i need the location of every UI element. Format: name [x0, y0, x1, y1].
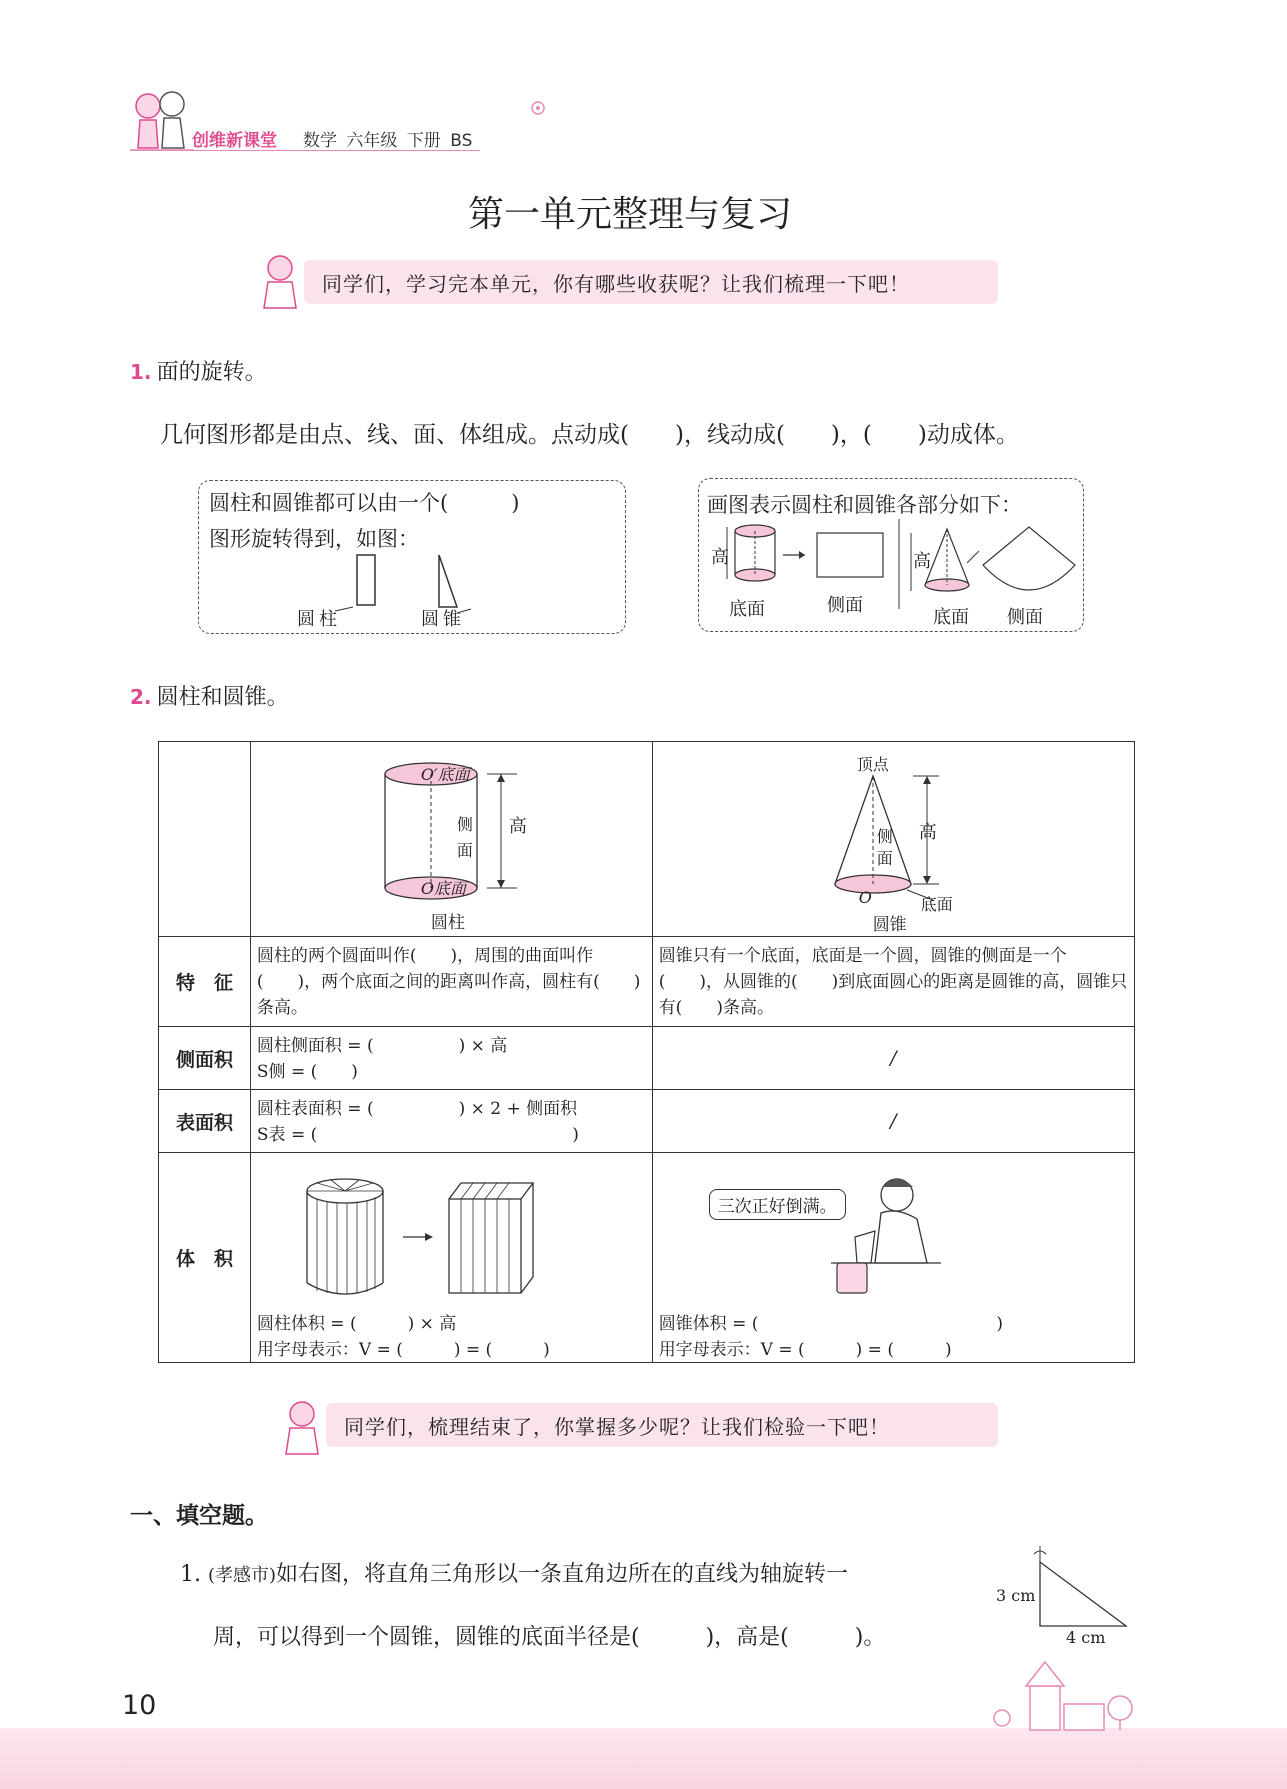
section-1-number: 1. — [130, 360, 152, 384]
page-number: 10 — [122, 1690, 157, 1721]
cylinder-volume-symbol: 用字母表示：V = ( ) = ( ) — [256, 1340, 550, 1360]
brand-name: 创维新课堂 — [192, 131, 277, 151]
question-1-number: 1. — [180, 1562, 201, 1587]
cylinder-height-label: 高 — [508, 816, 527, 837]
cone-base-label: 底面 — [920, 895, 953, 914]
feature-row-head: 特 征 — [159, 937, 251, 1027]
mascot-logo — [126, 86, 196, 158]
footer-band — [0, 1728, 1287, 1789]
cylinder-cone-table — [158, 741, 1135, 1363]
parts-box-title: 画图表示圆柱和圆锥各部分如下： — [707, 493, 1022, 517]
cone-caption: 圆锥 — [872, 915, 907, 935]
table-corner-cell — [159, 742, 251, 937]
rotation-box-line1: 圆柱和圆锥都可以由一个( ) — [209, 491, 520, 515]
question-1-line-1 — [180, 1557, 848, 1588]
table-row — [159, 1153, 1135, 1363]
cone-surface-none: / — [652, 1090, 1134, 1153]
parts-cyl-side: 侧面 — [827, 595, 863, 616]
cone-feature-text: 圆锥只有一个底面，底面是一个圆，圆锥的侧面是一个( )，从圆锥的( )到底面圆心的距离是圆锥的高，圆锥只有( )条高。 — [658, 946, 1128, 1018]
cylinder-caption: 圆柱 — [430, 913, 465, 933]
section-1-heading — [130, 355, 267, 386]
section-1-sentence: 几何图形都是由点、线、面、体组成。点动成( )，线动成( )，( )动成体。 — [160, 422, 1019, 448]
cone-volume-cell — [652, 1153, 1134, 1363]
table-row — [159, 742, 1135, 937]
cylinder-bottom-label: O底面 — [420, 879, 467, 898]
header-rule — [130, 150, 480, 151]
cylinder-feature-text: 圆柱的两个圆面叫作( )，周围的曲面叫作( )，两个底面之间的距离叫作高，圆柱有( )条高。 — [256, 946, 641, 1018]
section-2-heading — [130, 680, 289, 711]
cylinder-top-label: O′底面 — [420, 765, 470, 784]
cylinder-side-label-2: 面 — [456, 841, 473, 860]
rotation-cyl-label: 圆柱 — [297, 609, 341, 630]
cylinder-side-label-1: 侧 — [456, 815, 473, 834]
cylinder-figure-cell — [250, 742, 652, 937]
section-2-title: 圆柱和圆锥。 — [156, 685, 289, 710]
fill-blank-heading: 一、填空题。 — [130, 1503, 268, 1529]
cylinder-lateral-formula: 圆柱侧面积 = ( ) × 高 — [256, 1036, 508, 1056]
speech-bubble: 三次正好倒满。 — [709, 1189, 846, 1220]
castle-decoration-icon — [990, 1652, 1160, 1732]
question-1-line-2: 周，可以得到一个圆锥，圆锥的底面半径是( )，高是( )。 — [213, 1625, 886, 1650]
rotation-cone-label: 圆锥 — [421, 609, 465, 630]
cylinder-volume-formula: 圆柱体积 = ( ) × 高 — [256, 1314, 457, 1334]
girl-mascot-icon — [280, 1398, 324, 1458]
table-row — [159, 1090, 1135, 1153]
cylinder-volume-figure — [301, 1173, 561, 1303]
table-row — [159, 937, 1135, 1027]
cylinder-surface-formula: 圆柱表面积 = ( ) × 2 + 侧面积 — [256, 1099, 578, 1119]
right-triangle-figure — [1030, 1544, 1130, 1634]
cylinder-surface-symbol: S表 = ( ) — [256, 1125, 579, 1145]
rotation-figures — [199, 551, 625, 633]
cylinder-volume-cell — [250, 1153, 652, 1363]
cone-volume-symbol: 用字母表示：V = ( ) = ( ) — [658, 1340, 952, 1360]
review-check-banner: 同学们，梳理结束了，你掌握多少呢？让我们检验一下吧！ — [326, 1403, 998, 1447]
parts-cone-base: 底面 — [933, 607, 969, 628]
cylinder-lateral-symbol: S侧 = ( ) — [256, 1062, 358, 1082]
rotation-box-line2: 图形旋转得到，如图： — [209, 527, 419, 551]
table-row — [159, 1027, 1135, 1090]
parts-cyl-height: 高 — [711, 547, 729, 568]
surface-row-head: 表面积 — [159, 1090, 251, 1153]
cone-side-label-1: 侧 — [876, 827, 893, 846]
lateral-row-head: 侧面积 — [159, 1027, 251, 1090]
cone-apex-label: 顶点 — [856, 755, 889, 774]
volume-row-head: 体 积 — [159, 1153, 251, 1363]
cone-lateral-none: / — [652, 1027, 1134, 1090]
flower-icon — [528, 98, 548, 118]
parts-cone-side: 侧面 — [1007, 607, 1043, 628]
triangle-width-label: 4 cm — [1066, 1628, 1106, 1647]
section-1-title: 面的旋转。 — [156, 360, 267, 385]
parts-cone-height: 高 — [913, 551, 931, 572]
review-intro-banner: 同学们，学习完本单元，你有哪些收获呢？让我们梳理一下吧！ — [304, 260, 998, 304]
cone-side-label-2: 面 — [876, 849, 893, 868]
cone-figure-cell — [652, 742, 1134, 937]
section-2-number: 2. — [130, 685, 152, 709]
boy-pouring-figure — [831, 1167, 951, 1297]
question-1-source: (孝感市) — [208, 1565, 277, 1586]
page-title: 第一单元整理与复习 — [467, 194, 792, 235]
parts-cyl-base: 底面 — [729, 599, 765, 620]
subject-label: 数学 六年级 下册 BS — [303, 131, 473, 151]
triangle-height-label: 3 cm — [996, 1586, 1036, 1605]
cone-center-label: O — [858, 888, 872, 907]
question-1-text-1: 如右图，将直角三角形以一条直角边所在的直线为轴旋转一 — [276, 1562, 849, 1587]
rotation-box — [198, 480, 626, 634]
girl-mascot-icon — [258, 252, 302, 312]
cone-height-label: 高 — [918, 822, 937, 843]
cone-volume-formula: 圆锥体积 = ( ) — [658, 1314, 1004, 1334]
parts-box — [698, 478, 1084, 632]
